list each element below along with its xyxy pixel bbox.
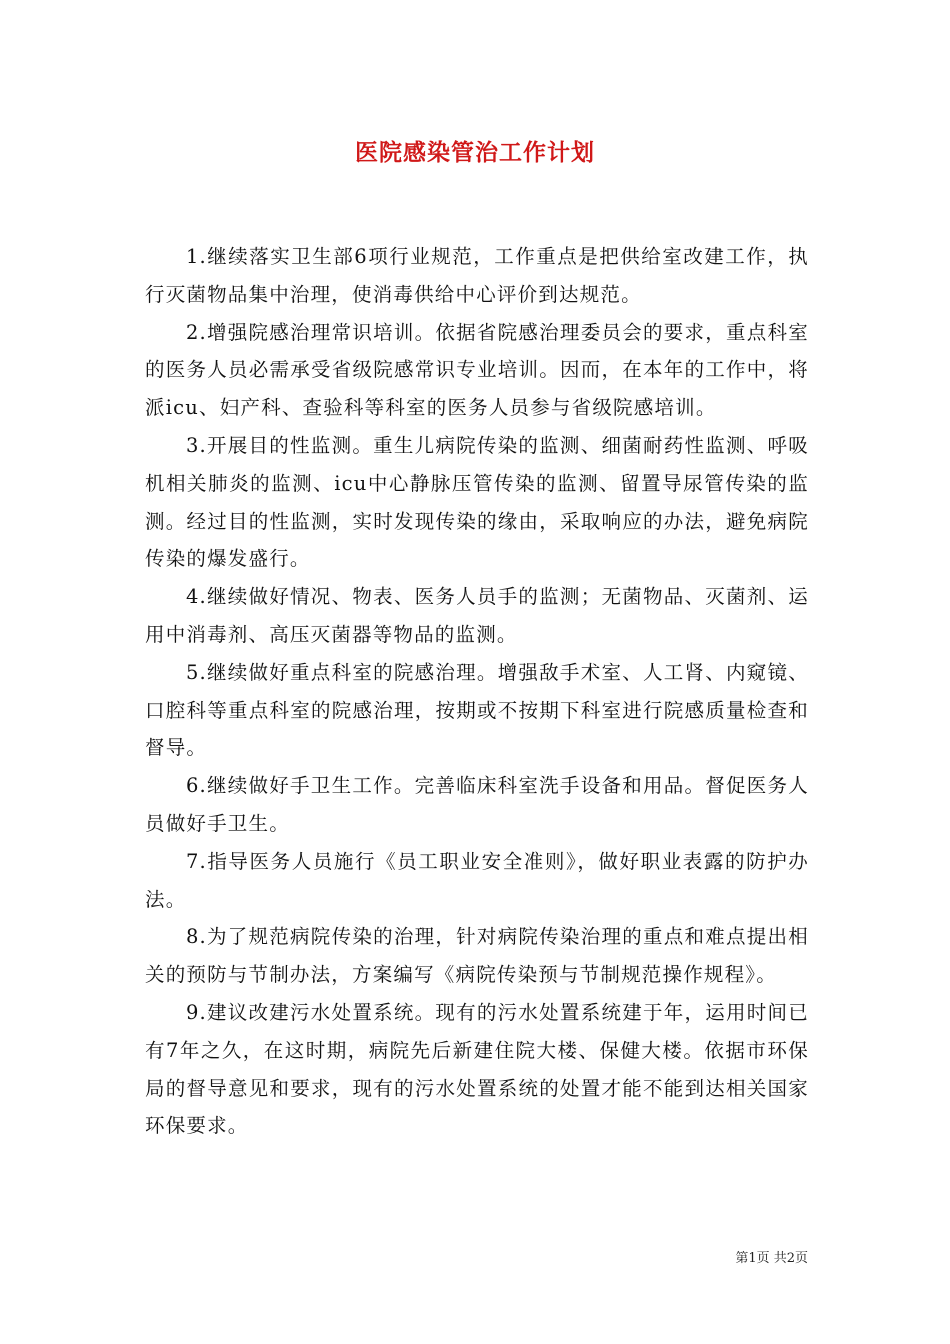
paragraph-2: 2.增强院感治理常识培训。依据省院感治理委员会的要求，重点科室的医务人员必需承受省级院感常识专业培训。因而，在本年的工作中，将派icu、妇产科、查验科等科室的医务人员参与省级院感培训。 <box>145 320 809 420</box>
page-number: 第1页 共2页 <box>735 1251 808 1266</box>
paragraph-8: 8.为了规范病院传染的治理，针对病院传染治理的重点和难点提出相关的预防与节制办法，方案编写《病院传染预与节制规范操作规程》。 <box>145 925 809 987</box>
document-title: 医院感染管治工作计划 <box>355 139 595 166</box>
document-body <box>145 238 809 1145</box>
paragraph-9: 9.建议改建污水处置系统。现有的污水处置系统建于年，运用时间已有7年之久，在这时期，病院先后新建住院大楼、保健大楼。依据市环保局的督导意见和要求，现有的污水处置系统的处置才能不能到达相关国家环保要求。 <box>145 1000 809 1138</box>
paragraph-7: 7.指导医务人员施行《员工职业安全准则》，做好职业表露的防护办法。 <box>145 849 809 911</box>
paragraph-3: 3.开展目的性监测。重生儿病院传染的监测、细菌耐药性监测、呼吸机相关肺炎的监测、icu中心静脉压管传染的监测、留置导尿管传染的监测。经过目的性监测，实时发现传染的缘由，采取响应的办法，避免病院传染的爆发盛行。 <box>145 433 809 571</box>
paragraph-4: 4.继续做好情况、物表、医务人员手的监测；无菌物品、灭菌剂、运用中消毒剂、高压灭菌器等物品的监测。 <box>145 585 809 646</box>
paragraph-6: 6.继续做好手卫生工作。完善临床科室洗手设备和用品。督促医务人员做好手卫生。 <box>145 774 809 835</box>
paragraph-5: 5.继续做好重点科室的院感治理。增强敌手术室、人工肾、内窥镜、口腔科等重点科室的院感治理，按期或不按期下科室进行院感质量检查和督导。 <box>145 660 809 760</box>
paragraph-1: 1.继续落实卫生部6项行业规范，工作重点是把供给室改建工作，执行灭菌物品集中治理，使消毒供给中心评价到达规范。 <box>145 245 809 306</box>
